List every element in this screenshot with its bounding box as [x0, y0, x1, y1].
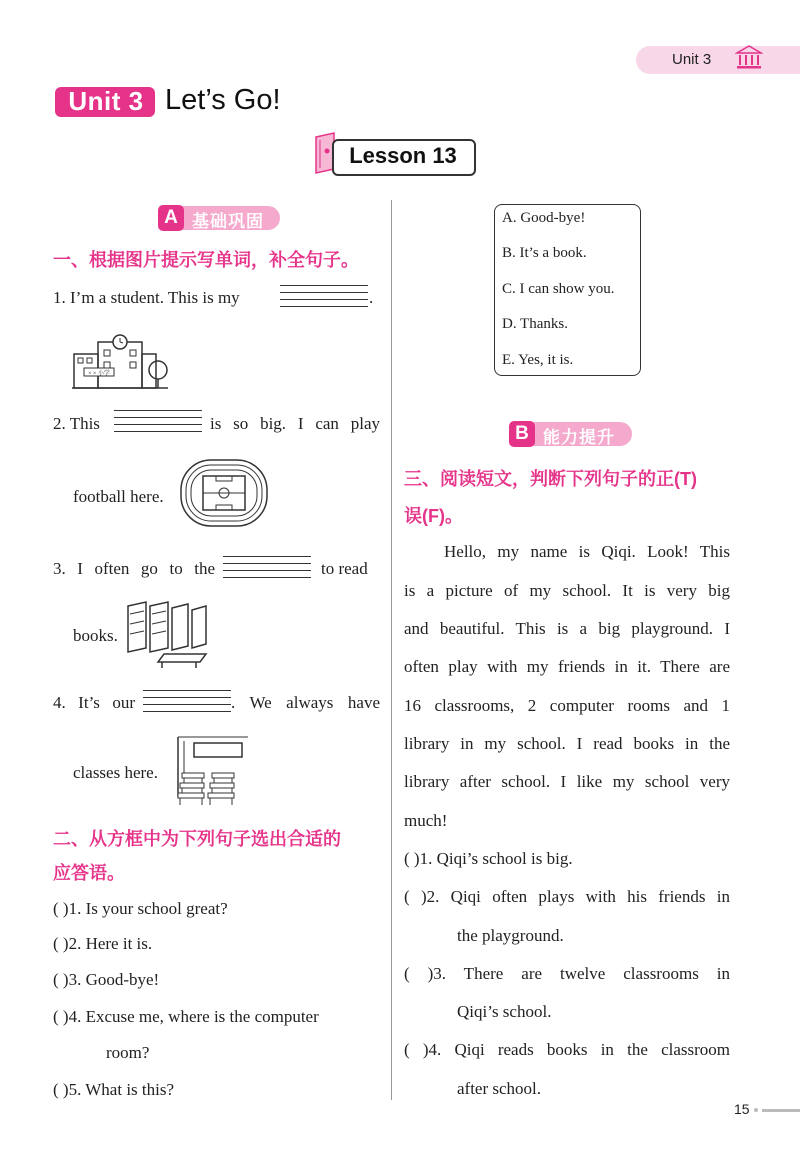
section-a-letter: A [158, 205, 184, 231]
part3-heading-line2: 误(F)。 [404, 506, 463, 526]
passage-line-5: 16 classrooms, 2 computer rooms and 1 [404, 696, 730, 715]
passage-line-4-wrap [404, 657, 730, 677]
svg-text:× × 小学: × × 小学 [88, 371, 110, 377]
unit-title: Let’s Go! [165, 84, 281, 116]
library-bookshelf-icon [124, 600, 214, 670]
section-a-title: 基础巩固 [192, 212, 264, 231]
q2-after-text: is so big. I can play [210, 414, 380, 433]
part3-item-2-cont: the playground. [457, 926, 564, 945]
classroom-icon [174, 733, 250, 807]
part3-item-2-wrap [404, 887, 730, 907]
q2-answer-blank[interactable] [114, 408, 202, 438]
passage-line-4: often play with my friends in it. There are [404, 657, 730, 676]
part2-item-4: ( )4. Excuse me, where is the computer [53, 1007, 319, 1026]
unit-header-label: Unit 3 [672, 51, 712, 68]
part2-heading-line2: 应答语。 [53, 863, 125, 883]
lesson-title: Lesson 13 [349, 143, 457, 168]
q1-period: . [369, 288, 374, 307]
passage-line-3: and beautiful. This is a big playground. I [404, 619, 730, 638]
page-line [762, 1109, 800, 1112]
option-c: C. I can show you. [502, 281, 615, 297]
school-building-icon [70, 328, 170, 390]
temple-icon [735, 44, 763, 70]
page-number: 15 [734, 1101, 750, 1117]
part3-item-3: ( )3. There are twelve classrooms in [404, 964, 730, 983]
q2-text-after [210, 414, 380, 434]
part3-item-4: ( )4. Qiqi reads books in the classroom [404, 1040, 730, 1059]
passage-line-8: much! [404, 811, 448, 830]
q3-answer-blank[interactable] [223, 554, 311, 584]
part2-heading-line1: 二、从方框中为下列句子选出合适的 [53, 829, 341, 849]
option-e: E. Yes, it is. [502, 352, 574, 368]
passage-line-7: library after school. I like my school very [404, 772, 730, 791]
q3-text-after: to read [321, 559, 368, 578]
section-b-title: 能力提升 [543, 428, 615, 447]
passage-line-5-wrap [404, 696, 730, 716]
q3-line2: books. [73, 626, 118, 645]
q4-text-after [231, 693, 380, 713]
section-b-letter: B [509, 421, 535, 447]
part2-item-2: ( )2. Here it is. [53, 934, 153, 953]
part2-item-4-cont: room? [106, 1043, 150, 1062]
passage-line-6: library in my school. I read books in the [404, 734, 730, 753]
unit-badge-text: Unit 3 [68, 86, 144, 116]
passage-line-1-wrap [444, 542, 730, 562]
playground-icon [177, 456, 271, 530]
part2-item-5: ( )5. What is this? [53, 1080, 175, 1099]
part3-item-4-wrap [404, 1040, 730, 1060]
passage-line-6-wrap [404, 734, 730, 754]
passage-line-3-wrap [404, 619, 730, 639]
page-dot [754, 1108, 758, 1112]
q4-before-text: 4. It’s our [53, 693, 135, 712]
q2-text: 2. This [53, 414, 100, 433]
q1-text: 1. I’m a student. This is my [53, 288, 240, 307]
option-b: B. It’s a book. [502, 245, 587, 261]
q2-line2: football here. [73, 487, 164, 506]
q4-text [53, 693, 135, 713]
part3-item-3-cont: Qiqi’s school. [457, 1002, 552, 1021]
part3-item-1: ( )1. Qiqi’s school is big. [404, 849, 573, 868]
part2-item-3: ( )3. Good-bye! [53, 970, 160, 989]
q4-answer-blank[interactable] [143, 688, 231, 718]
q4-after-text: . We always have [231, 693, 380, 712]
option-a: A. Good-bye! [502, 210, 586, 226]
column-divider [391, 200, 392, 1100]
passage-line-7-wrap [404, 772, 730, 792]
part3-item-4-cont: after school. [457, 1079, 542, 1098]
q4-line2: classes here. [73, 763, 158, 782]
part1-heading: 一、根据图片提示写单词，补全句子。 [53, 250, 359, 270]
option-d: D. Thanks. [502, 316, 568, 332]
q3-before-text: 3. I often go to the [53, 559, 215, 578]
q1-answer-blank[interactable] [280, 283, 368, 313]
unit-header-tab [636, 46, 800, 74]
passage-line-1: Hello, my name is Qiqi. Look! This [444, 542, 730, 561]
passage-line-2-wrap [404, 581, 730, 601]
part3-item-2: ( )2. Qiqi often plays with his friends in [404, 887, 730, 906]
q3-text [53, 559, 215, 579]
part3-heading-line1: 三、阅读短文，判断下列句子的正(T) [404, 469, 697, 489]
passage-line-2: is a picture of my school. It is very big [404, 581, 730, 600]
part3-item-3-wrap [404, 964, 730, 984]
part2-item-1: ( )1. Is your school great? [53, 899, 228, 918]
